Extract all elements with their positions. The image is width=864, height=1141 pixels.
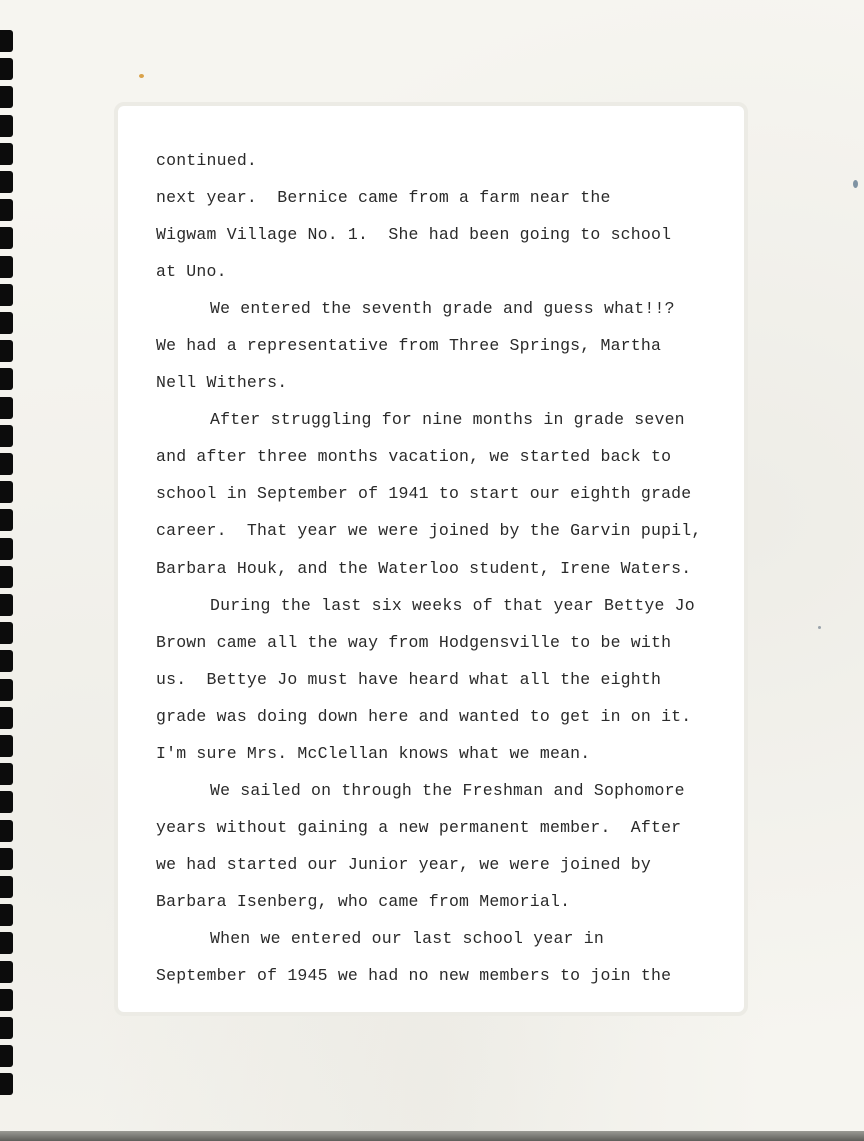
text-line: Nell Withers. (156, 373, 288, 393)
binding-hole (0, 199, 13, 221)
binding-hole (0, 256, 13, 278)
binding-hole (0, 679, 13, 701)
binding-hole (0, 876, 13, 898)
text-line: We had a representative from Three Springs, Martha (156, 336, 662, 356)
text-line: continued. (156, 151, 258, 170)
binding-hole (0, 481, 13, 503)
binding-hole (0, 594, 13, 616)
binding-hole (0, 650, 13, 672)
binding-hole (0, 284, 13, 306)
text-line: us. Bettye Jo must have heard what all the eighth (156, 669, 662, 689)
text-line: When we entered our last school year in (210, 928, 604, 948)
page-bottom-edge (0, 1131, 864, 1141)
binding-hole (0, 115, 13, 137)
binding-hole (0, 312, 13, 334)
text-line: After struggling for nine months in grade seven (210, 410, 685, 430)
binding-hole (0, 340, 13, 362)
blue-speck (853, 180, 858, 188)
binding-hole (0, 735, 13, 757)
binding-hole (0, 932, 13, 954)
text-line: career. That year we were joined by the Garvin pupil, (156, 521, 702, 541)
text-line: Brown came all the way from Hodgensville to be with (156, 632, 672, 652)
binding-hole (0, 1017, 13, 1039)
typed-page-panel (114, 102, 748, 1016)
grey-speck (818, 626, 821, 629)
text-line: During the last six weeks of that year Bettye Jo (210, 595, 695, 615)
binding-hole (0, 86, 13, 108)
text-line: at Uno. (156, 262, 227, 282)
text-line: September of 1945 we had no new members to join the (156, 966, 672, 986)
text-line: school in September of 1941 to start our eighth grade (156, 484, 692, 504)
text-line: grade was doing down here and wanted to get in on it. (156, 706, 692, 726)
text-line: We sailed on through the Freshman and Sophomore (210, 780, 685, 800)
binding-hole (0, 425, 13, 447)
typed-text-body (156, 142, 756, 994)
text-line: we had started our Junior year, we were joined by (156, 854, 651, 874)
text-line: next year. Bernice came from a farm near the (156, 188, 611, 208)
binding-hole (0, 30, 13, 52)
binding-hole (0, 566, 13, 588)
binding-hole (0, 171, 13, 193)
binding-hole (0, 848, 13, 870)
binding-hole (0, 1045, 13, 1067)
text-line: Barbara Houk, and the Waterloo student, Irene Waters. (156, 558, 692, 578)
binding-hole (0, 58, 13, 80)
binding-hole (0, 904, 13, 926)
text-line: Wigwam Village No. 1. She had been going to school (156, 225, 672, 245)
binding-hole (0, 368, 13, 390)
text-line: years without gaining a new permanent member. After (156, 817, 682, 837)
binding-hole (0, 622, 13, 644)
binding-hole (0, 989, 13, 1011)
binding-hole (0, 397, 13, 419)
spiral-binding (0, 30, 14, 1100)
binding-hole (0, 707, 13, 729)
binding-hole (0, 961, 13, 983)
orange-speck (139, 74, 144, 78)
binding-hole (0, 453, 13, 475)
binding-hole (0, 227, 13, 249)
text-line: We entered the seventh grade and guess what!!? (210, 299, 675, 319)
binding-hole (0, 791, 13, 813)
binding-hole (0, 509, 13, 531)
text-line: Barbara Isenberg, who came from Memorial. (156, 891, 571, 911)
text-line: and after three months vacation, we started back to (156, 447, 672, 467)
text-line: I'm sure Mrs. McClellan knows what we mean. (156, 743, 591, 763)
binding-hole (0, 1073, 13, 1095)
binding-hole (0, 763, 13, 785)
binding-hole (0, 538, 13, 560)
binding-hole (0, 820, 13, 842)
binding-hole (0, 143, 13, 165)
